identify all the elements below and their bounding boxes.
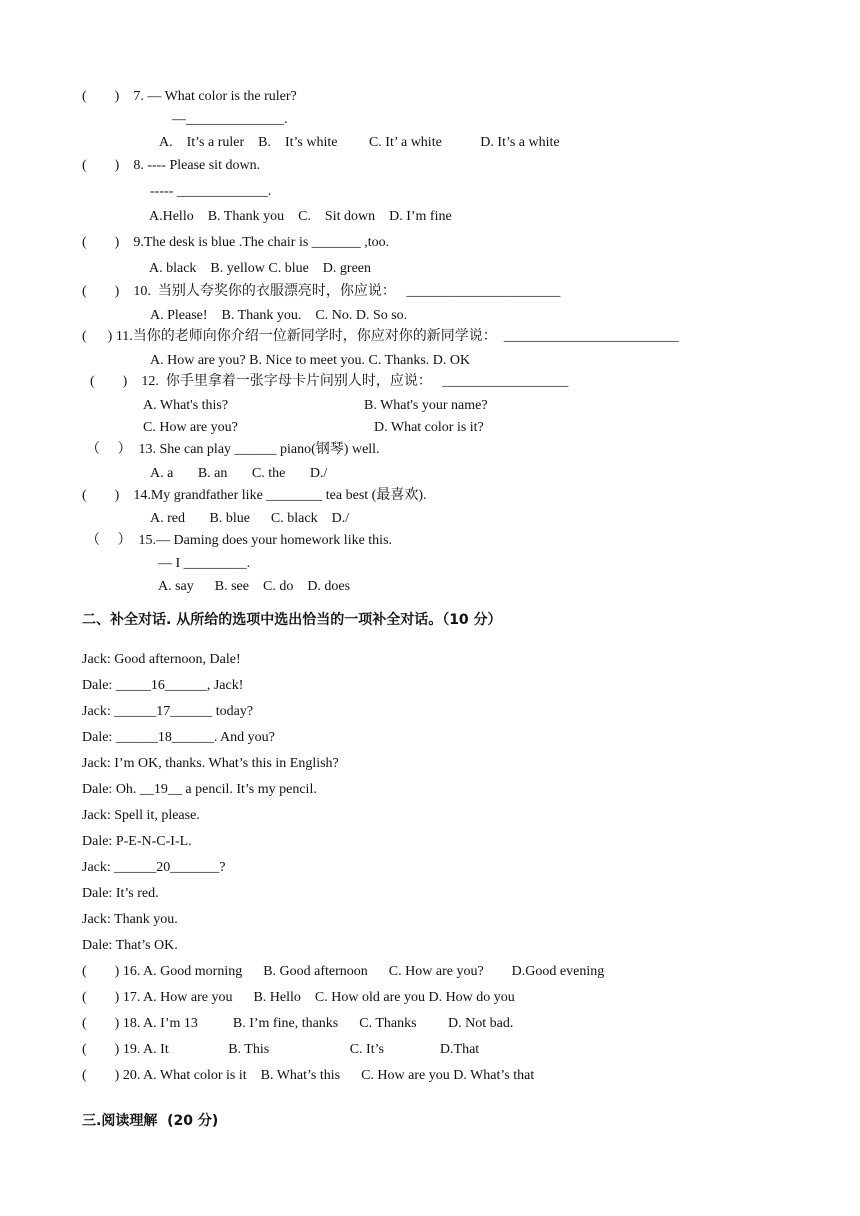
q14-stem: ( ) 14.My grandfather like ________ tea best (最喜欢). [82, 488, 427, 503]
q13-options: A. a B. an C. the D./ [150, 466, 328, 481]
choice-line: ( ) 19. A. It B. This C. It’s D.That [82, 1042, 480, 1057]
dialogue-line: Jack: Thank you. [82, 912, 178, 927]
choice-line: ( ) 17. A. How are you B. Hello C. How old are you D. How do you [82, 990, 515, 1005]
q7-options: A. It’s a ruler B. It’s white C. It’ a white D. It’s a white [159, 135, 560, 150]
dialogue-line: Jack: Good afternoon, Dale! [82, 652, 241, 667]
dialogue-line: Jack: I’m OK, thanks. What’s this in English? [82, 756, 339, 771]
q15-stem: （ ） 15.— Daming does your homework like this. [86, 533, 393, 548]
q12-option-b: B. What's your name? [364, 398, 488, 413]
q9-options: A. black B. yellow C. blue D. green [149, 261, 372, 276]
dialogue-line: Jack: Spell it, please. [82, 808, 200, 823]
q15-options: A. say B. see C. do D. does [158, 579, 351, 594]
q12-stem: ( ) 12. 你手里拿着一张字母卡片问别人时，应说： __________________ [90, 374, 569, 389]
dialogue-line: Dale: That’s OK. [82, 938, 178, 953]
q12-option-d: D. What color is it? [374, 420, 484, 435]
q11-stem: ( ) 11.当你的老师向你介绍一位新同学时，你应对你的新同学说： _________________________ [82, 329, 679, 344]
q8-options: A.Hello B. Thank you C. Sit down D. I’m fine [149, 209, 452, 224]
q10-stem: ( ) 10. 当别人夸奖你的衣服漂亮时，你应说： ______________________ [82, 284, 561, 299]
q8-stem: ( ) 8. ---- Please sit down. [82, 158, 261, 173]
q10-options: A. Please! B. Thank you. C. No. D. So so. [150, 308, 408, 323]
choice-line: ( ) 20. A. What color is it B. What’s this C. How are you D. What’s that [82, 1068, 535, 1083]
section-3-heading: 三.阅读理解 (20 分) [82, 1113, 219, 1129]
dialogue-line: Dale: Oh. __19__ a pencil. It’s my pencil. [82, 782, 317, 797]
choice-line: ( ) 18. A. I’m 13 B. I’m fine, thanks C. Thanks D. Not bad. [82, 1016, 514, 1031]
q7-stem: ( ) 7. — What color is the ruler? [82, 89, 297, 104]
q11-options: A. How are you? B. Nice to meet you. C. Thanks. D. OK [150, 353, 471, 368]
q8-answer-blank: ----- _____________. [150, 184, 272, 199]
dialogue-line: Dale: P-E-N-C-I-L. [82, 834, 192, 849]
q7-answer-blank: —______________. [172, 112, 288, 127]
q9-stem: ( ) 9.The desk is blue .The chair is _______ ,too. [82, 235, 390, 250]
q12-option-a: A. What's this? [143, 398, 229, 413]
section-2-heading: 二、补全对话. 从所给的选项中选出恰当的一项补全对话。（10 分） [82, 612, 502, 628]
dialogue-line: Jack: ______20_______? [82, 860, 226, 875]
dialogue-line: Jack: ______17______ today? [82, 704, 254, 719]
dialogue-line: Dale: _____16______, Jack! [82, 678, 244, 693]
q14-options: A. red B. blue C. black D./ [150, 511, 350, 526]
dialogue-line: Dale: ______18______. And you? [82, 730, 275, 745]
q15-answer-blank: — I _________. [158, 556, 251, 571]
choice-line: ( ) 16. A. Good morning B. Good afternoon C. How are you? D.Good evening [82, 964, 605, 979]
dialogue-line: Dale: It’s red. [82, 886, 159, 901]
q12-option-c: C. How are you? [143, 420, 238, 435]
q13-stem: （ ） 13. She can play ______ piano(钢琴) well. [86, 442, 380, 457]
